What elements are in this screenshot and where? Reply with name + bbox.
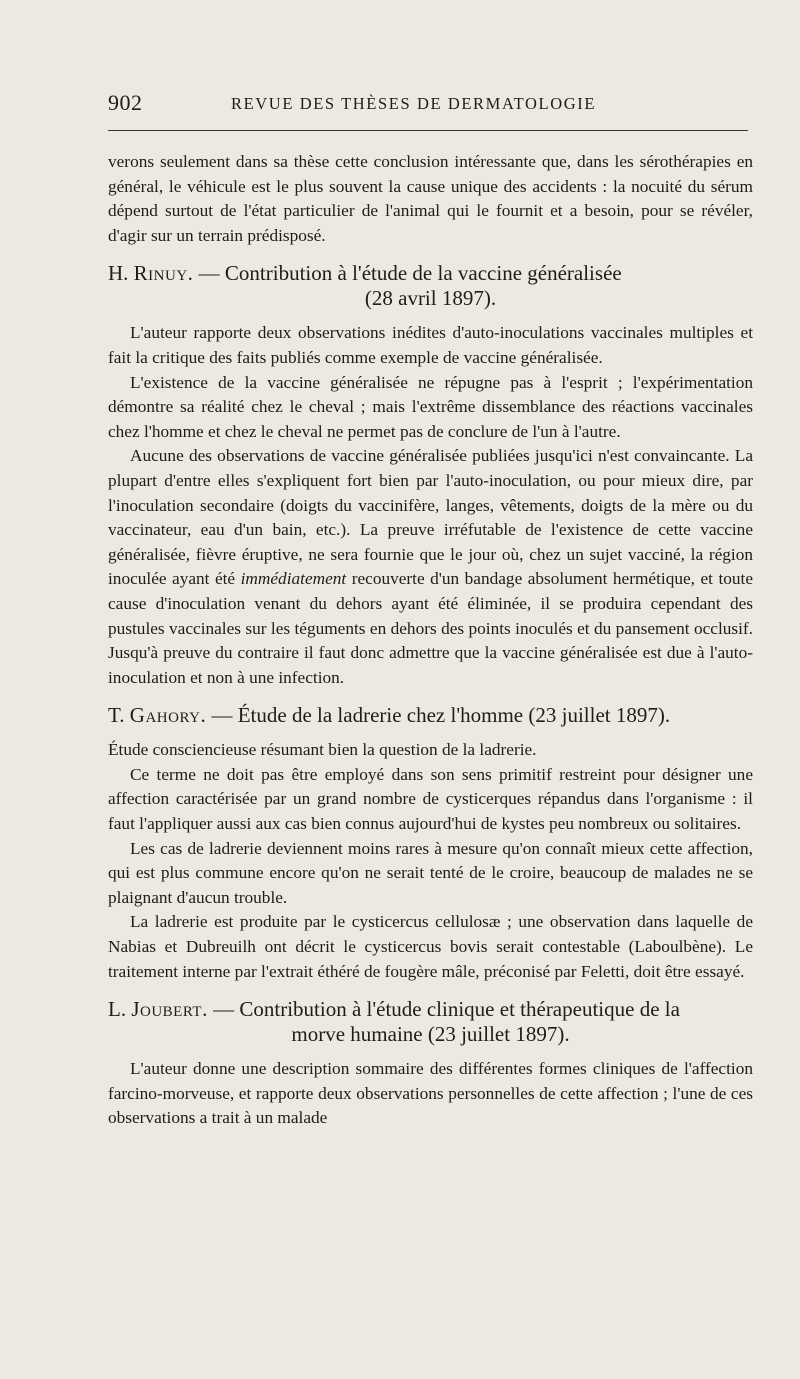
- entry-title: — Contribution à l'étude clinique et thérapeutique de la: [213, 997, 680, 1022]
- author-initial: T.: [108, 703, 125, 728]
- running-title: REVUE DES THÈSES DE DERMATOLOGIE: [231, 94, 597, 113]
- page-body: [108, 150, 753, 1131]
- entry-heading-rinuy: [108, 261, 753, 311]
- entry-paragraph: L'auteur rapporte deux observations inédites d'auto-inoculations vaccinales multiples et fait la critique des faits publiés comme exemple de vaccine généralisée.: [108, 323, 753, 367]
- author-name: Rinuy.: [133, 261, 194, 286]
- entry-heading-gahory: [108, 703, 753, 728]
- entry-title: — Contribution à l'étude de la vaccine généralisée: [198, 261, 622, 286]
- intro-paragraph: verons seulement dans sa thèse cette conclusion intéressante que, dans les sérothérapies en général, le véhicule est le plus souvent la cause unique des accidents : la nocuité du sérum dépend surtout de l'état particulier de l'animal qui le fournit et a besoin, pour se révéler, d'agir sur un terrain prédisposé.: [108, 152, 753, 245]
- author-name: Joubert.: [131, 997, 208, 1022]
- entry-title-cont: (28 avril 1897).: [364, 286, 497, 311]
- author-name: Gahory.: [129, 703, 207, 728]
- entry-paragraph: [108, 444, 753, 690]
- entry-heading-joubert: [108, 997, 753, 1047]
- entry-paragraph: L'existence de la vaccine généralisée ne répugne pas à l'esprit ; l'expérimentation démontre sa réalité chez le cheval ; mais l'extrême dissemblance des réactions vaccinales chez l'homme et chez le cheval ne permet pas de conclure de l'un à l'autre.: [108, 372, 753, 441]
- entry-paragraph: L'auteur donne une description sommaire des différentes formes cliniques de l'affection farcino-morveuse, et rapporte deux observations personnelles de cette affection ; l'une de ces observations a trait à un malade: [108, 1059, 753, 1128]
- entry-paragraph: Ce terme ne doit pas être employé dans son sens primitif restreint pour désigner une affection caractérisée par un grand nombre de cysticerques répandus dans l'organisme : il faut l'appliquer aussi aux cas bien connus aujourd'hui de kystes peu nombreux ou solitaires.: [108, 764, 753, 834]
- entry-paragraph: Les cas de ladrerie deviennent moins rares à mesure qu'on connaît mieux cette affection, qui est plus commune encore qu'on ne serait tenté de le croire, beaucoup de malades ne se plaignant d'aucun trouble.: [108, 838, 753, 907]
- page-number: 902: [108, 90, 143, 115]
- entry-title: — Étude de la ladrerie chez l'homme (23 juillet 1897).: [211, 703, 671, 728]
- author-initial: L.: [108, 997, 127, 1022]
- entry-paragraph: La ladrerie est produite par le cysticercus cellulosæ ; une observation dans laquelle de Nabias et Dubreuilh ont décrit le cysticercus bovis serait contestable (Laboulbène). Le traitement interne par l'extrait éthéré de fougère mâle, préconisé par Feletti, doit être essayé.: [108, 912, 753, 981]
- emphasis-text: immédiatement: [240, 569, 347, 589]
- author-initial: H.: [108, 261, 129, 286]
- header-rule: [108, 130, 748, 131]
- page-header: [108, 90, 748, 124]
- entry-title-cont: morve humaine (23 juillet 1897).: [291, 1022, 570, 1047]
- entry-paragraph: Étude consciencieuse résumant bien la question de la ladrerie.: [108, 740, 537, 760]
- paragraph-text: recouverte d'un bandage absolument hermétique, et toute cause d'inoculation venant du dehors ayant été éliminée, il se produira cependant des pustules vaccinales sur les téguments en dehors des points inoculés et du pansement occlusif. Jusqu'à preuve du contraire il faut donc admettre que la vaccine généralisée est due à l'auto-inoculation et non à une infection.: [108, 569, 754, 687]
- paragraph-text: Aucune des observations de vaccine généralisée publiées jusqu'ici n'est convaincante. La plupart d'entre elles s'expliquent fort bien par l'auto-inoculation, ou pour mieux dire, par l'inoculation secondaire (doigts du vaccinifère, langes, vêtements, doigts de la mère ou du vaccinateur, eau d'un bain, etc.). La preuve irréfutable de l'existence de cette vaccine généralisée, fièvre éruptive, ne sera fournie que le jour où, chez un sujet vacciné, la région inoculée ayant été: [108, 446, 753, 589]
